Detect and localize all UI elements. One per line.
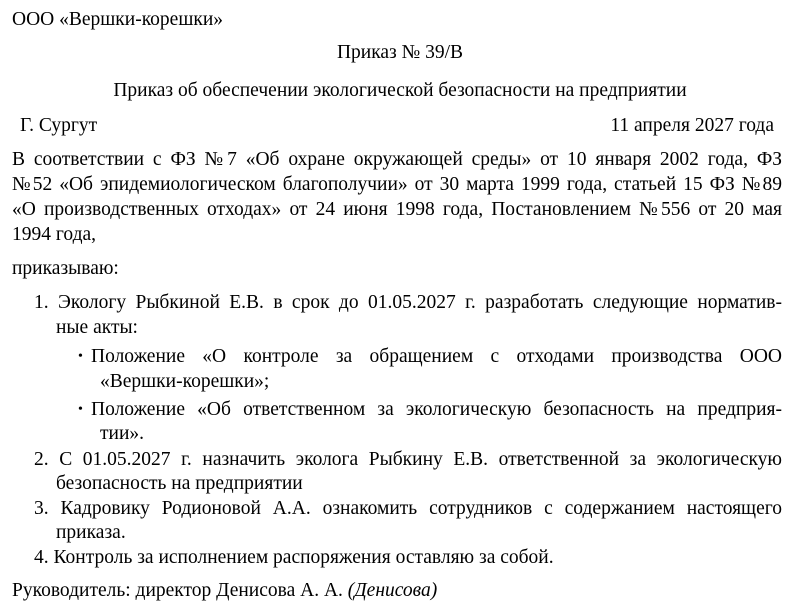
order-date: 11 апреля 2027 года bbox=[610, 115, 774, 136]
order-word: приказываю: bbox=[12, 258, 119, 279]
company-name: ООО «Вершки-корешки» bbox=[12, 9, 224, 30]
signature-handwritten: (Денисова) bbox=[347, 580, 438, 601]
signature-label: Руководитель: директор Денисова А. А. bbox=[12, 580, 343, 601]
bullet-1-line-2: «Вершки-корешки»; bbox=[100, 371, 270, 392]
preamble-line-2: №52 «Об эпидемиологическом благополучии» от 30 марта 1999 года, статьей 15 ФЗ №89 bbox=[12, 174, 782, 195]
bullet-2-line-1: Положение «Об ответственном за экологическую безопасность на предприя- bbox=[91, 399, 782, 420]
item-3-line-2: приказа. bbox=[56, 522, 126, 543]
preamble-line-3: «О производственных отходах» от 24 июня 1998 года, Постановлением №556 от 20 мая bbox=[12, 199, 782, 220]
signature-line bbox=[12, 579, 437, 603]
item-1-line-2: ные акты: bbox=[56, 317, 138, 338]
bullet-1-line-1: Положение «О контроле за обращением с отходами производства ООО bbox=[91, 346, 782, 367]
item-2-line-1: 2. С 01.05.2027 г. назначить эколога Рыбкину Е.В. ответственной за экологическую bbox=[34, 449, 782, 470]
item-2-line-2: безопасность на предприятии bbox=[56, 473, 303, 494]
preamble-line-1: В соответствии с ФЗ №7 «Об охране окружающей среды» от 10 января 2002 года, ФЗ bbox=[12, 149, 782, 170]
item-4-line-1: 4. Контроль за исполнением распоряжения оставляю за собой. bbox=[34, 547, 554, 568]
bullet-1-marker: • bbox=[78, 349, 83, 364]
preamble-line-4: 1994 года, bbox=[12, 224, 97, 245]
item-3-line-1: 3. Кадровику Родионовой А.А. ознакомить сотрудников с содержанием настоящего bbox=[34, 498, 782, 519]
bullet-2-marker: • bbox=[78, 402, 83, 417]
city: Г. Сургут bbox=[20, 115, 98, 136]
bullet-2-line-2: тии». bbox=[100, 423, 145, 444]
item-1-line-1: 1. Экологу Рыбкиной Е.В. в срок до 01.05.2027 г. разработать следующие норматив- bbox=[34, 292, 782, 313]
order-title: Приказ об обеспечении экологической безопасности на предприятии bbox=[113, 80, 687, 101]
order-number: Приказ № 39/В bbox=[336, 42, 464, 63]
